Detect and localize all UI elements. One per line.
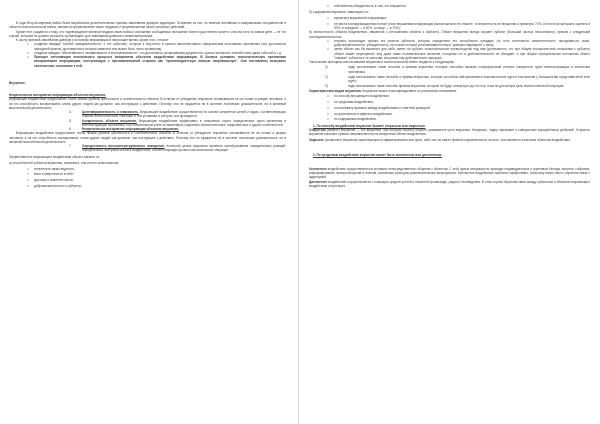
list-item-text: надо использовать такие способы и приемы внушения, которые способны нейтрализовать нежелательные идеи и настроения у большинства представителей этих групп; (348, 74, 590, 83)
list-item (27, 184, 286, 188)
numbered-list (9, 110, 286, 131)
list-number: 7. (69, 144, 72, 148)
bullet-icon: □ (327, 4, 329, 8)
numbered-list (9, 144, 286, 153)
list-item (69, 119, 286, 128)
paragraph-text: воздействие осуществляется в условиях непосредственного общения с объектом. С этой целью специалисты проводят индивидуальные и групповые беседы, митинги, собрания, информирование, вечера вопросов и ответов, различные культурно-развлекательные мероприятия. Контактное воздействие наиболее эффективно, поскольку имеет место обратная связь с аудиторией. (309, 166, 590, 180)
list-number: 6. (69, 127, 72, 131)
list-item (325, 75, 590, 84)
list-item (327, 16, 590, 20)
list-item-text: по способу внушающего воздействия; (334, 94, 390, 99)
bullet-icon: □ (327, 16, 329, 20)
bullet-icon: □ (327, 117, 329, 122)
paragraph (309, 167, 590, 180)
paragraph: в) личностности объекта воздействия, связанной с отношением объекта к субъекту. Объект внушения всегда изучает субъект (больший частью неосознанно), причем с следующей последовательностью: (309, 30, 590, 39)
paragraph (309, 89, 590, 93)
list-item (327, 117, 590, 121)
list-item (327, 106, 590, 110)
list-item (325, 65, 590, 74)
paragraph: Внушающее воздействие предполагает очень низкий уровень критичности и сознательности объекта. В отличие от убеждения, внушение основывается не на логике и разуме человека, а на его способность воспринимать слова других людей как должное, как инструкцию к действию. Поэтому оно не нуждается ни в системе логических доказательств, ни в активной мыслительной деятельности. (9, 97, 286, 110)
bullet-list (309, 4, 590, 8)
list-number: 2) (325, 74, 328, 79)
bullet-icon: □ (327, 38, 329, 43)
paragraph: В годы Второй мировой войны были выработаны дополнительные приемы завоевания доверия аудитории. Основные из них, по мнению английских и американских специалистов в области психологической войны, являются преувеличение своих неудачах и преуменьшение своих успешных действий. (9, 21, 286, 30)
paragraph (309, 128, 590, 137)
paragraph: Тактические принципы использования внушения в психологической войне сводятся к следующему: (309, 60, 455, 64)
list-item (327, 47, 590, 60)
page-divider (298, 0, 299, 424)
bullet-icon: □ (27, 55, 29, 59)
list-item-text: надо использовать такие способы и приемы внушения, которые способны вызвать специфический интерес конкретных групп военнослужащих и населения противника; (348, 65, 590, 74)
section-heading: Некритическое восприятие информации объектом внушения. (9, 93, 106, 97)
section-heading: 2. По средствам воздействия внушение может быть контактным или дистантным. (313, 152, 443, 157)
bullet-list (309, 94, 590, 121)
list-item (69, 110, 286, 119)
right-page (300, 0, 600, 424)
term: Контактное (309, 166, 327, 171)
list-item-text: создание имиджа "объективности, независимости и альтернативности"; это достигается цитированием документов, оценок экспертов, мнений очень даже событий и т.д. (34, 50, 282, 55)
bullet-icon: □ (327, 47, 329, 52)
left-page (0, 0, 296, 424)
paragraph (309, 138, 590, 142)
list-item-text: по средствам воздействия; (334, 100, 374, 104)
list-number: 4. (69, 110, 72, 114)
list-item-text: ее места в информационном потоке (если внушаемая информация расположена в его начале, то вероятность ее внушения а примерно 70%, а если в конце можно оценить в 50%, в середине — в 30%, а конце — в 70%); (334, 21, 590, 30)
paragraph (309, 180, 590, 189)
list-item (69, 144, 286, 153)
list-item-lead: Целенаправленность и плановость. (82, 110, 139, 114)
list-item-text: затем объект как бы выясняет для себя, имеет ли субъект психологическое превосходство над ним (установлено, что при общем положительном отношении к субъекту объект может переоценить ему даже такие положительные качества, которыми тот в действительности не обладает, а при общем отрицательном отношении объект "наказан" субъекта и те качества, которыми ему действительно присущи). (334, 47, 590, 60)
list-item (69, 127, 286, 131)
paragraph: а) способностей субъекта внушения, связанных, тем или по качествам как: (9, 160, 120, 165)
list-item-text: Внушающее воздействие эффективно в отношении строго определенных групп населения и военнослужащих противника, при обязательном учете их важнейших социально-психологических, национальных и других особенностей. (82, 118, 286, 127)
paragraph: Эффективность внушающего воздействия обычно зависит от: (9, 154, 101, 159)
list-item (327, 4, 590, 8)
list-item-text: интеллекта также видность; (34, 166, 75, 171)
list-item-text: воли и уверенности в себе; (34, 172, 74, 177)
bullet-icon: □ (327, 21, 329, 26)
section-heading: Внушение. (9, 80, 26, 85)
bullet-icon: □ (27, 178, 29, 182)
list-item-text: Принцип легитимации психического процесса восприятия объектом воздействия информации. В боевых условиях психологическую противника воспринимают информацию, поступающую с противоположной стороны как "пропагандистскую ложную неправильную". Они поставлены вызывать скептическое отношение к ней. (34, 55, 286, 68)
paragraph-text: (косвенное) внушение характеризуется завуалированностью цели, либо оно не имеет прямой направленности на него, хотя является конечным объектом воздействия. (324, 138, 571, 143)
term: Дистантное (309, 179, 328, 184)
paragraph: Внушающее воздействие предполагает очень низкий уровень критичности и сознательности объекта. В отличие от убеждения, внушение основывается не на логике и разуме человека, а на его способность воспринимать слова других людей как должное, как инструкцию к действию. Поэтому оно не нуждается ни в системе логических доказательств, ни в активной мыслительной деятельности. (9, 131, 286, 144)
bullet-icon: □ (27, 50, 29, 55)
bullet-list (9, 167, 286, 189)
paragraph: К числу приемов завоевания доверия к источнику информации в настоящее время, кроме того, относят: (16, 38, 170, 42)
list-item-text: кругозор и компетентность; (34, 178, 74, 182)
list-item-lead: Конкретность объекта внушения. (82, 118, 137, 123)
bullet-icon: □ (327, 111, 329, 116)
list-item-text: по длительности эффекта воздействия; (334, 111, 393, 116)
list-item-text: характера внушаемой информации; (334, 16, 387, 20)
list-item-text: собственная убежденность в том, что внушается. (334, 4, 407, 8)
list-item (327, 94, 590, 98)
list-item-text: по интервалу времени между воздействием и ответной реакцией; (334, 105, 431, 110)
list-item (27, 167, 286, 171)
paragraph-text: воздействие осуществляется с помощью средств устной и печатной пропаганды, радио и телевидения. В этом случае обратная связь между субъектом и объектом внушающего воздействия отсутствует. (309, 179, 590, 188)
list-item (27, 55, 286, 68)
list-item-text: надо использовать такие способы приемы внушения, которые не будут отвергнуты до тех пор, пока не достигнута цель психологической операции. (348, 84, 565, 89)
list-item (327, 22, 590, 31)
list-item-text: создание имиджа "особой осведомленности" о тех событиях, которые к ому-нечто в причин заинтересовали официальным источником противника (это достигается передачей фактов, достоверность которых известна или может быть легко проверена); (34, 42, 286, 51)
bullet-icon: □ (327, 100, 329, 104)
bullet-icon: □ (27, 183, 29, 188)
numbered-list (309, 65, 590, 88)
list-item (27, 178, 286, 182)
bullet-list (9, 42, 286, 68)
list-item (325, 84, 590, 88)
section-heading: 1. По способу воздействия внушение бывает открытым или закрытым. (313, 123, 426, 128)
list-item-text: Внушающее воздействие осуществляется на основе конкретных целей и задач, соответствующих планам психологических операций и тем условиям, в которых они проводятся. (82, 110, 286, 119)
bullet-list (309, 16, 590, 30)
list-item-text: доброжелательность к субъекту; (34, 183, 82, 188)
list-number: 5. (69, 118, 72, 123)
term: Открытым (309, 127, 326, 132)
list-item (27, 42, 286, 51)
bullet-icon: □ (27, 42, 29, 47)
list-item (327, 39, 590, 48)
list-number: 1) (325, 65, 328, 70)
bullet-icon: □ (327, 105, 329, 110)
list-item (327, 112, 590, 116)
list-item-text: Конечной целью внушения является преобразование определенных реакций, определенных поступков объекта воздействия, соответствующих целям психологической операции. (82, 144, 286, 153)
term: Закрытое (309, 138, 325, 143)
list-item-lead: Некритическое восприятие информации объектом внушения. (82, 127, 179, 131)
inline-heading: Характеристика видов внушения. (309, 88, 362, 93)
paragraph-text: (прямое) внушение — это внушение, при котором объекту открыто указывается цель внушения. Например, лидер призывает к совершению определённых действий. Открытое внушение означает прямой направленности на конкретный объект воздействия. (309, 127, 590, 136)
list-item (327, 100, 590, 104)
list-item-text: по содержанию воздействия. (334, 117, 377, 122)
paragraph-text: Внушение можно классифицировать по различным основаниям: (361, 88, 457, 93)
bullet-icon: □ (327, 94, 329, 99)
list-item-lead: Опредленность внешнеперегруппового поведения. (82, 144, 165, 148)
list-number: 3) (325, 84, 328, 89)
bullet-icon: □ (27, 172, 29, 177)
paragraph: Кроме этот создается к тому, что подтверждение военной неудачи своих войск и изложение сообщаемых положение более существенно усилен, чем она есть на самом деле — не тот случай, который не должен улучшить пропагандист для завоевания доверия к своим материалам. (9, 29, 286, 38)
list-item-text: сначала происходит оценка тех качеств субъекта, которые определяют его способность нападать (то есть интеллекта, компетентности, находчивости, воли, доброжелательности, убежденности), на основе которой устанавливается мера "доверия-недоверия" к нему; (334, 38, 590, 47)
bullet-list (309, 39, 590, 60)
list-item (27, 172, 286, 176)
paragraph: б) содержания внушения, зависящего от: (309, 10, 370, 15)
bullet-icon: □ (27, 166, 29, 171)
